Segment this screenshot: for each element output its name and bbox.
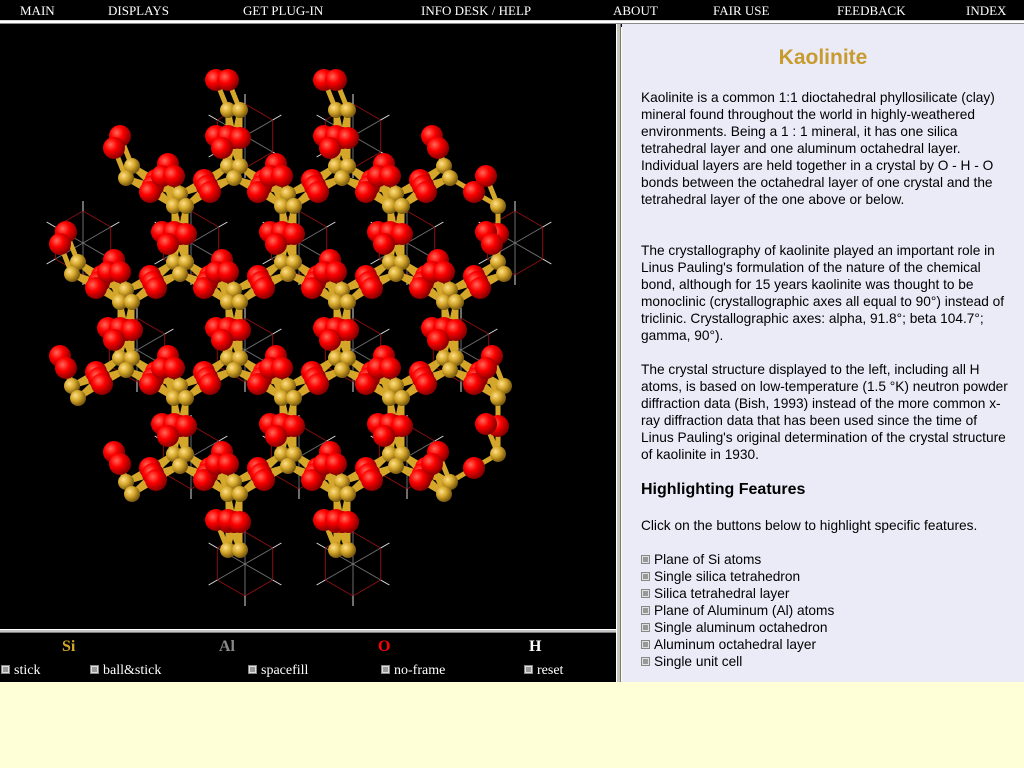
silicon-atom: [70, 390, 86, 406]
feature-list: [641, 551, 834, 670]
silicon-atom: [226, 362, 242, 378]
description-paragraph-1: Kaolinite is a common 1:1 dioctahedral phyllosilicate (clay) mineral found throughout the world in highly-weathered environments. Being a 1 : 1 mineral, it has one silica tetrahedral layer and one aluminum octahedral layer. Individual layers are held together in a crystal by O - H - O bonds between the octahedral layer of one crystal and the tetrahedral layer of the one above or below.: [641, 90, 995, 207]
checkbox-icon: [641, 606, 650, 615]
silicon-atom: [436, 486, 452, 502]
nav-feedback[interactable]: FEEDBACK: [837, 3, 906, 18]
nav-about[interactable]: ABOUT: [613, 3, 658, 18]
feature-plane-al[interactable]: Plane of Aluminum (Al) atoms: [641, 602, 834, 619]
silicon-atom: [124, 486, 140, 502]
hydroxyl-bond: [273, 115, 282, 120]
hydroxyl-bond: [209, 580, 218, 585]
feature-single-al-octahedron[interactable]: Single aluminum octahedron: [641, 619, 834, 636]
feature-single-silica-tetrahedron[interactable]: Single silica tetrahedron: [641, 568, 834, 585]
nav-main[interactable]: MAIN: [20, 3, 55, 18]
silicon-atom: [442, 362, 458, 378]
silicon-atom: [232, 294, 248, 310]
silicon-atom: [394, 390, 410, 406]
no-frame-label: no-frame: [394, 663, 446, 678]
feature-plane-si[interactable]: Plane of Si atoms: [641, 551, 834, 568]
octahedral-edge: [353, 104, 381, 120]
legend-h: H: [529, 638, 542, 655]
oxygen-atom: [265, 425, 287, 447]
silicon-atom: [178, 198, 194, 214]
silicon-atom: [232, 542, 248, 558]
feature-silica-tetrahedral-layer[interactable]: Silica tetrahedral layer: [641, 585, 834, 602]
silicon-atom: [490, 446, 506, 462]
checkbox-icon: [641, 572, 650, 581]
oxygen-atom: [379, 165, 401, 187]
oxygen-atom: [253, 469, 275, 491]
oxygen-atom: [319, 137, 341, 159]
silicon-atom: [394, 198, 410, 214]
oxygen-atom: [427, 329, 449, 351]
octahedral-bond: [353, 564, 381, 580]
features-intro: Click on the buttons below to highlight specific features.: [641, 518, 978, 533]
hydroxyl-bond: [489, 329, 498, 334]
oxygen-atom: [157, 233, 179, 255]
oxygen-atom: [211, 329, 233, 351]
hydroxyl-bond: [209, 543, 218, 548]
octahedral-edge: [299, 211, 327, 227]
oxygen-atom: [307, 181, 329, 203]
silicon-atom: [340, 542, 356, 558]
hydroxyl-bond: [371, 259, 380, 264]
no-frame-button[interactable]: [381, 663, 445, 679]
oxygen-atom: [373, 425, 395, 447]
hydroxyl-bond: [381, 580, 390, 585]
oxygen-atom: [229, 511, 251, 533]
silicon-atom: [232, 102, 248, 118]
silicon-atom: [172, 266, 188, 282]
octahedral-bond: [461, 334, 489, 350]
nav-info-desk[interactable]: INFO DESK / HELP: [421, 3, 532, 18]
octahedral-edge: [353, 580, 381, 596]
octahedral-edge: [217, 580, 245, 596]
oxygen-atom: [253, 277, 275, 299]
oxygen-atom: [319, 329, 341, 351]
oxygen-atom: [361, 469, 383, 491]
octahedral-edge: [83, 211, 111, 227]
octahedral-bond: [515, 227, 543, 243]
octahedral-bond: [137, 334, 165, 350]
octahedral-edge: [515, 259, 543, 275]
nav-get-plugin[interactable]: GET PLUG-IN: [243, 3, 324, 18]
octahedral-edge: [191, 211, 219, 227]
silicon-atom: [280, 458, 296, 474]
octahedral-bond: [217, 564, 245, 580]
octahedral-bond: [245, 548, 273, 564]
octahedral-bond: [353, 548, 381, 564]
checkbox-icon: [248, 665, 257, 674]
octahedral-bond: [83, 227, 111, 243]
checkbox-icon: [641, 657, 650, 666]
hydroxyl-bond: [263, 259, 272, 264]
oxygen-atom: [361, 277, 383, 299]
silicon-atom: [118, 170, 134, 186]
oxygen-atom: [337, 511, 359, 533]
hydroxyl-bond: [479, 259, 488, 264]
silicon-atom: [334, 362, 350, 378]
hydroxyl-bond: [317, 580, 326, 585]
hydroxyl-bond: [273, 543, 282, 548]
hydroxyl-bond: [327, 436, 336, 441]
oxygen-atom: [433, 261, 455, 283]
oxygen-atom: [325, 69, 347, 91]
oxygen-atom: [325, 261, 347, 283]
silicon-atom: [340, 102, 356, 118]
oxygen-atom: [307, 373, 329, 395]
silicon-atom: [232, 486, 248, 502]
oxygen-atom: [427, 137, 449, 159]
oxygen-atom: [475, 165, 497, 187]
hydroxyl-bond: [273, 580, 282, 585]
hydroxyl-bond: [327, 222, 336, 227]
oxygen-atom: [145, 469, 167, 491]
silicon-atom: [286, 390, 302, 406]
hydroxyl-bond: [155, 259, 164, 264]
silicon-atom: [64, 266, 80, 282]
hydroxyl-bond: [165, 329, 174, 334]
silicon-atom: [388, 266, 404, 282]
hydroxyl-bond: [381, 543, 390, 548]
oxygen-atom: [103, 137, 125, 159]
oxygen-atom: [481, 233, 503, 255]
oxygen-atom: [415, 373, 437, 395]
checkbox-icon: [381, 665, 390, 674]
stick-label: stick: [14, 663, 41, 678]
ball-stick-button[interactable]: [90, 663, 161, 679]
oxygen-atom: [421, 453, 443, 475]
silicon-atom: [226, 170, 242, 186]
oxygen-atom: [103, 329, 125, 351]
stick-button[interactable]: [1, 663, 40, 679]
checkbox-icon: [641, 555, 650, 564]
oxygen-atom: [49, 233, 71, 255]
legend-al: Al: [219, 638, 235, 655]
octahedral-bond: [353, 334, 381, 350]
viewer-controls: [0, 633, 616, 682]
oxygen-atom: [109, 453, 131, 475]
oxygen-atom: [379, 357, 401, 379]
feature-single-unit-cell[interactable]: Single unit cell: [641, 653, 834, 670]
reset-label: reset: [537, 663, 564, 678]
hydroxyl-bond: [317, 115, 326, 120]
silicon-atom: [448, 294, 464, 310]
checkbox-icon: [641, 589, 650, 598]
octahedral-edge: [245, 580, 273, 596]
octahedral-edge: [407, 211, 435, 227]
page-title: Kaolinite: [778, 46, 868, 69]
oxygen-atom: [163, 357, 185, 379]
oxygen-atom: [469, 277, 491, 299]
octahedral-edge: [245, 104, 273, 120]
checkbox-icon: [90, 665, 99, 674]
oxygen-atom: [265, 233, 287, 255]
nav-index[interactable]: INDEX: [966, 3, 1007, 18]
hydroxyl-bond: [209, 115, 218, 120]
checkbox-icon: [1, 665, 10, 674]
silicon-atom: [340, 294, 356, 310]
checkbox-icon: [641, 623, 650, 632]
hydroxyl-bond: [273, 329, 282, 334]
description-paragraph-2: The crystallography of kaolinite played an important role in Linus Pauling's formulation of the nature of the chemical bond, although for 15 years kaolinite was thought to be monoclinic (crystallographic axes all equal to 90°) instead of triclinic. Crystallographic axes: alpha, 91.8°; beta 104.7°; gamma, 90°).: [641, 243, 1005, 343]
octahedral-edge: [245, 532, 273, 548]
oxygen-atom: [109, 261, 131, 283]
oxygen-atom: [55, 357, 77, 379]
legend-o: O: [378, 638, 391, 655]
silicon-atom: [340, 486, 356, 502]
checkbox-icon: [524, 665, 533, 674]
hydroxyl-bond: [317, 543, 326, 548]
silicon-atom: [490, 390, 506, 406]
silicon-atom: [124, 294, 140, 310]
hydroxyl-bond: [219, 436, 228, 441]
octahedral-edge: [515, 211, 543, 227]
hydroxyl-bond: [381, 115, 390, 120]
hydroxyl-bond: [543, 259, 552, 264]
octahedral-bond: [245, 334, 273, 350]
ball-stick-label: ball&stick: [103, 663, 162, 678]
oxygen-atom: [217, 69, 239, 91]
oxygen-atom: [415, 181, 437, 203]
oxygen-atom: [163, 165, 185, 187]
top-navigation-bar: [0, 0, 1024, 20]
oxygen-atom: [475, 357, 497, 379]
spacefill-label: spacefill: [261, 663, 309, 678]
oxygen-atom: [145, 277, 167, 299]
checkbox-icon: [641, 640, 650, 649]
legend-si: Si: [62, 638, 76, 655]
hydroxyl-bond: [435, 222, 444, 227]
silicon-atom: [178, 390, 194, 406]
silicon-atom: [442, 170, 458, 186]
hydroxyl-bond: [381, 329, 390, 334]
oxygen-atom: [199, 181, 221, 203]
feature-al-octahedral-layer[interactable]: Aluminum octahedral layer: [641, 636, 834, 653]
hydroxyl-bond: [47, 259, 56, 264]
spacefill-button[interactable]: [248, 663, 308, 679]
reset-button[interactable]: [524, 663, 563, 679]
silicon-atom: [172, 458, 188, 474]
octahedral-edge: [325, 580, 353, 596]
oxygen-atom: [271, 165, 293, 187]
silicon-atom: [118, 362, 134, 378]
hydroxyl-bond: [219, 222, 228, 227]
octahedral-bond: [245, 564, 273, 580]
nav-fair-use[interactable]: FAIR USE: [713, 3, 770, 18]
hydroxyl-bond: [435, 436, 444, 441]
hydroxyl-bond: [47, 222, 56, 227]
oxygen-atom: [157, 425, 179, 447]
oxygen-atom: [199, 373, 221, 395]
silicon-atom: [334, 170, 350, 186]
nav-displays[interactable]: DISPLAYS: [108, 3, 169, 18]
oxygen-atom: [211, 137, 233, 159]
oxygen-atom: [373, 233, 395, 255]
hydroxyl-bond: [543, 222, 552, 227]
description-paragraph-3: The crystal structure displayed to the left, including all H atoms, is based on low-temperature (1.5 °K) neutron powder diffraction data (Bish, 1993) instead of the more common x-ray diffraction data that has been used since the time of Linus Pauling's original determination of the crystal structure of kaolinite in 1930.: [641, 362, 1008, 462]
silicon-atom: [490, 198, 506, 214]
silicon-atom: [388, 458, 404, 474]
oxygen-atom: [325, 453, 347, 475]
oxygen-atom: [271, 357, 293, 379]
viewer-frame-right: [616, 24, 621, 682]
oxygen-atom: [217, 261, 239, 283]
info-panel[interactable]: [622, 24, 1024, 682]
oxygen-atom: [463, 457, 485, 479]
octahedral-bond: [325, 564, 353, 580]
oxygen-atom: [217, 453, 239, 475]
silicon-atom: [496, 266, 512, 282]
oxygen-atom: [475, 413, 497, 435]
silicon-atom: [280, 266, 296, 282]
oxygen-atom: [91, 373, 113, 395]
hydroxyl-bond: [111, 222, 120, 227]
octahedral-bond: [515, 243, 543, 259]
silicon-atom: [286, 198, 302, 214]
kaolinite-structure-render[interactable]: [0, 27, 616, 629]
features-heading: Highlighting Features: [641, 481, 806, 498]
octahedral-edge: [353, 532, 381, 548]
molecule-viewer[interactable]: [0, 27, 616, 629]
